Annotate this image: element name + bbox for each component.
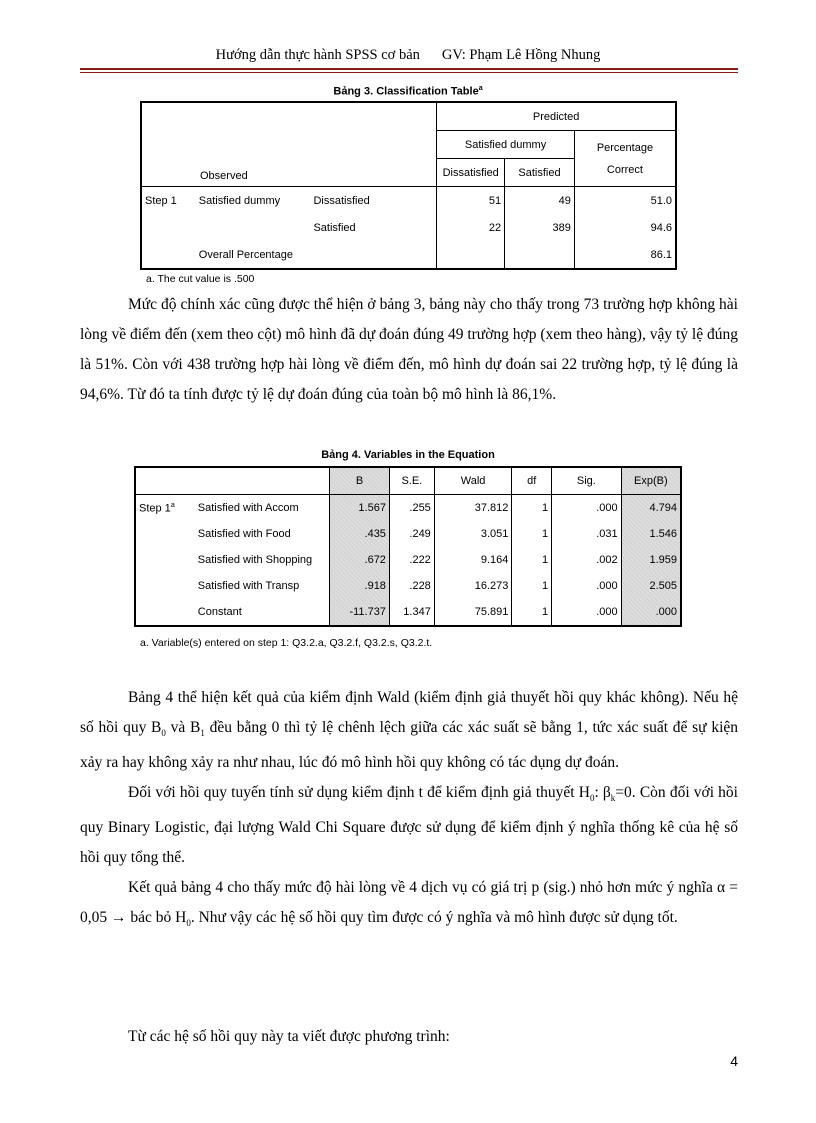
table-row	[141, 102, 676, 131]
cell-value: 1	[512, 521, 552, 547]
classification-table	[140, 101, 677, 270]
cell-value: .435	[330, 521, 390, 547]
row-label: Satisfied with Transp	[195, 573, 330, 599]
cell-value: 1.959	[621, 547, 681, 573]
percentage-correct-header: Percentage Correct	[574, 131, 676, 187]
step-label: Step 1$^a$	[139, 501, 175, 515]
cell-value: .918	[330, 573, 390, 599]
table3-footnote: a. The cut value is .500	[146, 273, 255, 285]
observed-header: Observed	[200, 170, 248, 182]
table-row	[135, 573, 681, 599]
cell-value: 1	[512, 547, 552, 573]
cell-value: 1.567	[330, 495, 390, 522]
cell-value: 94.6	[650, 221, 672, 234]
cell-value: .672	[330, 547, 390, 573]
table-row	[135, 467, 681, 495]
cell-value: .249	[389, 521, 434, 547]
col-satisfied: Satisfied	[505, 159, 575, 187]
cell-value: 1	[512, 495, 552, 522]
overall-pct: 86.1	[650, 248, 672, 261]
cell-value: 51	[437, 187, 505, 215]
cell-value: 37.812	[434, 495, 512, 522]
cell-value: 389	[505, 214, 575, 241]
table4-footnote: a. Variable(s) entered on step 1: Q3.2.a, Q3.2.f, Q3.2.s, Q3.2.t.	[140, 637, 433, 649]
row-label: Satisfied	[310, 214, 436, 241]
cell-value: .255	[389, 495, 434, 522]
cell-value: 1	[512, 573, 552, 599]
cell-value: 1.347	[389, 599, 434, 626]
cell-value: 16.273	[434, 573, 512, 599]
page-number: 4	[730, 1053, 738, 1069]
cell-value: 22	[437, 214, 505, 241]
col-sig: Sig.	[552, 467, 622, 495]
table-row	[135, 599, 681, 626]
cell-value: .000	[552, 573, 622, 599]
body-text	[80, 683, 738, 938]
table-row	[135, 547, 681, 573]
overall-label: Overall Percentage	[196, 241, 437, 269]
cell-value: 4.794	[621, 495, 681, 522]
variables-table	[134, 466, 682, 627]
row-label: Satisfied with Accom	[195, 495, 330, 522]
paragraph-linear: Đối với hồi quy tuyến tính sử dụng kiểm định t để kiểm định giả thuyết $H_0$: $\beta_k=0$. Còn đối với hồi quy Binary Logistic, đại lượng Wald Chi Square được sử dụng để kiểm định ý nghĩa thống kê của hệ số hồi quy tổng thể.	[80, 784, 738, 867]
cell-value: .002	[552, 547, 622, 573]
cell-value: .000	[552, 495, 622, 522]
col-df: df	[512, 467, 552, 495]
cell-value: 49	[505, 187, 575, 215]
variable-label: Satisfied dummy	[198, 194, 281, 207]
paragraph-result: Kết quả bảng 4 cho thấy mức độ hài lòng về 4 dịch vụ có giá trị p (sig.) nhỏ hơn mức ý nghĩa α = 0,05 → bác bỏ $H_0$. Như vậy các hệ số hồi quy tìm được có ý nghĩa và mô hình được sử dụng tốt.	[80, 879, 738, 929]
satisfied-dummy-header: Satisfied dummy	[437, 131, 575, 159]
row-label: Dissatisfied	[310, 187, 436, 215]
row-label: Satisfied with Shopping	[195, 547, 330, 573]
cell-value: 2.505	[621, 573, 681, 599]
cell-value: -11.737	[330, 599, 390, 626]
cell-value: 51.0	[650, 194, 672, 207]
header-rule-thick	[80, 68, 738, 70]
header-instructor: GV: Phạm Lê Hồng Nhung	[441, 47, 601, 63]
table4-caption: Bảng 4. Variables in the Equation	[321, 449, 495, 461]
paragraph-wald: Bảng 4 thể hiện kết quả của kiểm định Wald (kiểm định giả thuyết hồi quy khác không). Nếu hệ số hồi quy $B_0$ và $B_1$ đều bằng 0 thì tỷ lệ chênh lệch giữa các xác suất sẽ bằng 1, tức xác suất để sự kiện xảy ra hay không xảy ra như nhau, lúc đó mô hình hồi quy không có tác dụng dự đoán.	[80, 689, 739, 772]
table-row	[141, 187, 676, 215]
cell-value: 1	[512, 599, 552, 626]
col-dissatisfied: Dissatisfied	[437, 159, 505, 187]
paragraph-equation-intro: Từ các hệ số hồi quy này ta viết được phương trình:	[128, 1028, 450, 1045]
cell-value: .000	[621, 599, 681, 626]
cell-value: 75.891	[434, 599, 512, 626]
table-row	[135, 521, 681, 547]
table3-caption: Bảng 3. Classification Table$^a$	[333, 85, 483, 98]
page-header	[0, 47, 816, 64]
cell-value: .228	[389, 573, 434, 599]
header-course-title: Hướng dẫn thực hành SPSS cơ bản	[215, 47, 420, 63]
col-expb: Exp(B)	[621, 467, 681, 495]
row-label: Constant	[195, 599, 330, 626]
table-row	[141, 241, 676, 269]
row-label: Satisfied with Food	[195, 521, 330, 547]
cell-value: .000	[552, 599, 622, 626]
step-label: Step 1	[145, 194, 177, 207]
cell-value: .222	[389, 547, 434, 573]
col-b: B	[330, 467, 390, 495]
col-se: S.E.	[389, 467, 434, 495]
col-wald: Wald	[434, 467, 512, 495]
cell-value: 9.164	[434, 547, 512, 573]
cell-value: 1.546	[621, 521, 681, 547]
table-row	[141, 214, 676, 241]
table-row	[135, 495, 681, 522]
header-rule-thin	[80, 72, 738, 73]
cell-value: .031	[552, 521, 622, 547]
cell-value: 3.051	[434, 521, 512, 547]
predicted-header: Predicted	[437, 102, 676, 131]
paragraph-accuracy: Mức độ chính xác cũng được thể hiện ở bảng 3, bảng này cho thấy trong 73 trường hợp không hài lòng về điểm đến (xem theo cột) mô hình đã dự đoán đúng 49 trường hợp (xem theo hàng), vậy tỷ lệ đúng là 51%. Còn với 438 trường hợp hài lòng về điểm đến, mô hình dự đoán sai 22 trường hợp, tỷ lệ đúng là 94,6%. Từ đó ta tính được tỷ lệ dự đoán đúng của toàn bộ mô hình là 86,1%.	[80, 296, 738, 403]
